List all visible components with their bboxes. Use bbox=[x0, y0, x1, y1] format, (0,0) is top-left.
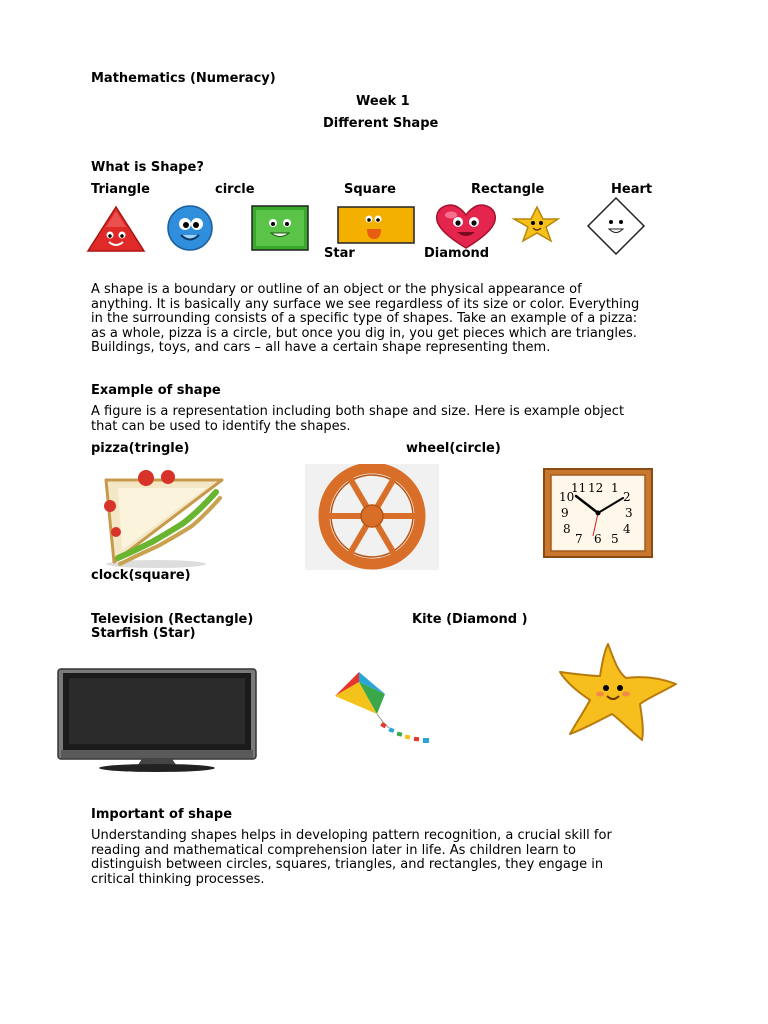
triangle-face-image bbox=[86, 205, 146, 253]
important-line: distinguish between circles, squares, triangles, and rectangles, they engage in bbox=[91, 857, 604, 872]
clock-numeral: 8 bbox=[563, 522, 571, 536]
kite-image bbox=[333, 668, 437, 750]
label-star: Star bbox=[324, 246, 355, 261]
topic-title: Different Shape bbox=[323, 116, 439, 131]
circle-face-image bbox=[163, 204, 219, 252]
label-triangle: Triangle bbox=[91, 182, 150, 197]
subject-title: Mathematics (Numeracy) bbox=[91, 71, 276, 86]
clock-numeral: 3 bbox=[625, 506, 633, 520]
label-diamond: Diamond bbox=[424, 246, 490, 261]
label-starfish: Starfish (Star) bbox=[91, 626, 196, 641]
clock-numeral: 4 bbox=[623, 522, 631, 536]
clock-numeral: 10 bbox=[559, 490, 575, 504]
label-rectangle: Rectangle bbox=[471, 182, 545, 197]
important-heading: Important of shape bbox=[91, 807, 233, 822]
example-line: A figure is a representation including both shape and size. Here is example object bbox=[91, 404, 625, 419]
wheel-image bbox=[305, 464, 439, 570]
diamond-face-image bbox=[586, 196, 646, 256]
label-heart: Heart bbox=[611, 182, 653, 197]
square-face-image bbox=[251, 205, 309, 251]
example-line: that can be used to identify the shapes. bbox=[91, 418, 351, 434]
intro-paragraph bbox=[91, 283, 639, 356]
label-clock: clock(square) bbox=[91, 568, 191, 583]
important-line: critical thinking processes. bbox=[91, 871, 265, 887]
clock-image bbox=[543, 468, 653, 558]
intro-line: as a whole, pizza is a circle, but once you dig in, you get pieces which are triangles. bbox=[91, 325, 637, 341]
important-line: reading and mathematical comprehension later in life. As children learn to bbox=[91, 842, 576, 858]
clock-numeral: 12 bbox=[588, 481, 604, 495]
label-wheel: wheel(circle) bbox=[406, 441, 501, 456]
intro-line: A shape is a boundary or outline of an object or the physical appearance of bbox=[91, 282, 582, 297]
important-line: Understanding shapes helps in developing pattern recognition, a crucial skill for bbox=[91, 828, 612, 843]
label-television: Television (Rectangle) bbox=[91, 612, 254, 627]
clock-numeral: 1 bbox=[611, 481, 619, 495]
clock-numeral: 5 bbox=[611, 532, 619, 546]
television-image bbox=[57, 668, 257, 774]
important-paragraph bbox=[91, 829, 612, 887]
question-heading: What is Shape? bbox=[91, 160, 204, 175]
clock-numeral: 7 bbox=[575, 532, 583, 546]
sandwich-image bbox=[96, 466, 228, 570]
rectangle-face-image bbox=[337, 206, 415, 244]
clock-numeral: 6 bbox=[594, 532, 602, 546]
clock-numeral: 2 bbox=[623, 490, 631, 504]
star-face-image bbox=[506, 205, 566, 245]
intro-line: Buildings, toys, and cars – all have a certain shape representing them. bbox=[91, 340, 551, 355]
heart-face-image bbox=[433, 202, 499, 250]
week-label: Week 1 bbox=[356, 94, 410, 109]
intro-line: in the surrounding consists of a specific type of shapes. Take an example of a pizza: bbox=[91, 311, 638, 326]
clock-numeral: 11 bbox=[571, 481, 587, 495]
starfish-image bbox=[556, 640, 680, 744]
label-kite: Kite (Diamond ) bbox=[412, 612, 528, 627]
example-heading: Example of shape bbox=[91, 383, 221, 398]
clock-numeral: 9 bbox=[561, 506, 569, 520]
label-circle: circle bbox=[215, 182, 255, 197]
label-pizza: pizza(tringle) bbox=[91, 441, 190, 456]
example-paragraph bbox=[91, 405, 624, 434]
label-square: Square bbox=[344, 182, 396, 197]
intro-line: anything. It is basically any surface we see regardless of its size or color. Everything bbox=[91, 296, 640, 312]
